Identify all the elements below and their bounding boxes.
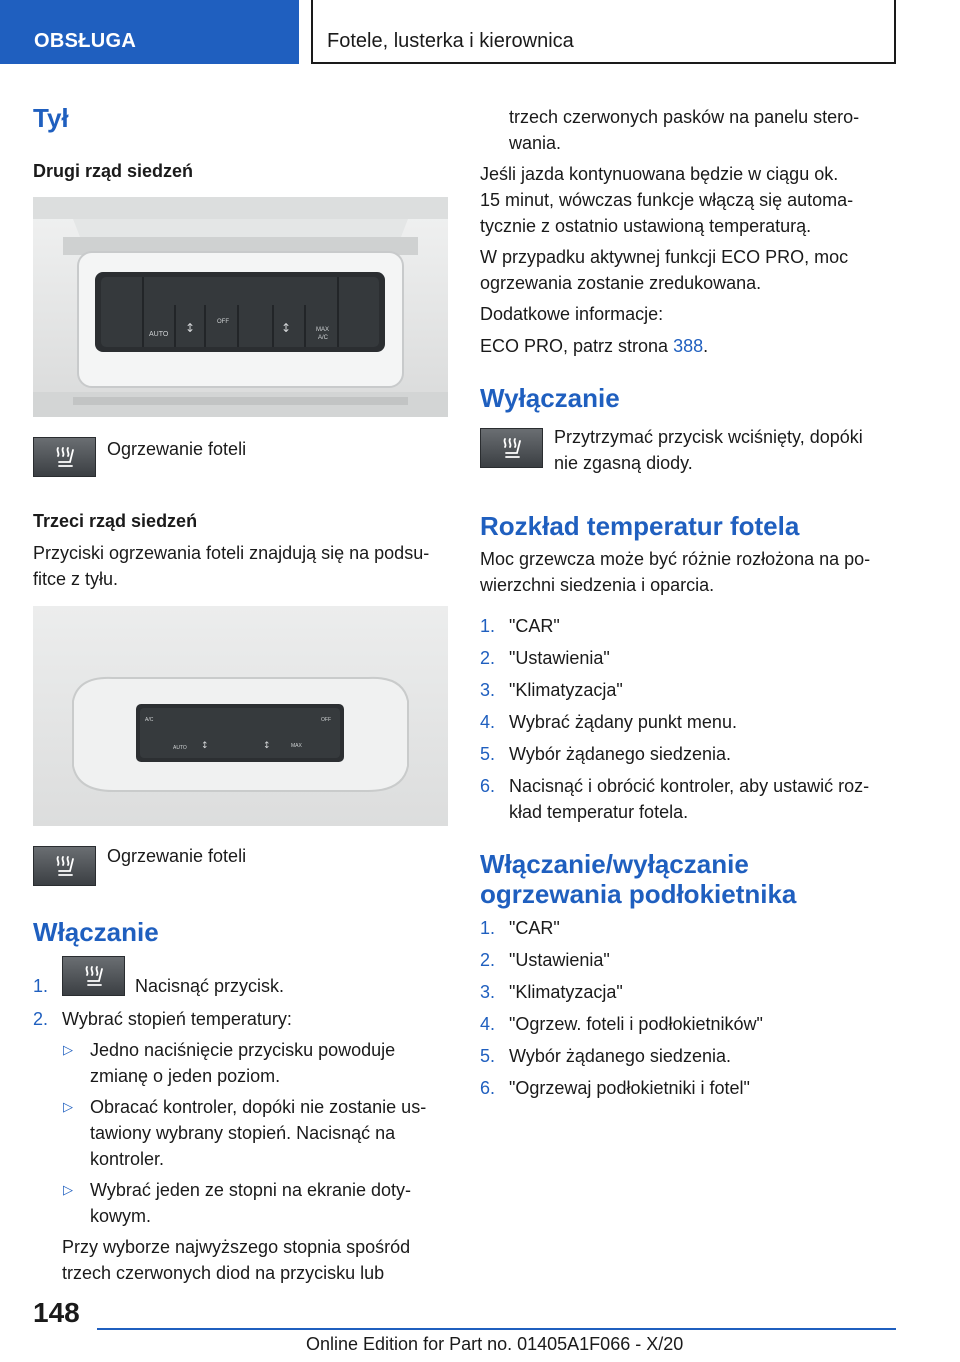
eco-pro-reference-prefix: ECO PRO, patrz strona bbox=[480, 336, 674, 356]
list1-item-4-number: 4. bbox=[480, 712, 496, 732]
list2-item-6-number: 6. bbox=[480, 1078, 496, 1098]
seat-heating-button-icon-3 bbox=[62, 956, 125, 996]
section-title-switch-off: Wyłączanie bbox=[480, 383, 620, 413]
third-row-panel-illustration bbox=[33, 606, 448, 826]
step-2-text: Wybrać stopień temperatury: bbox=[62, 1009, 292, 1029]
photo-third-row-panel bbox=[33, 606, 448, 826]
caption-seat-heating-2: Ogrzewanie foteli bbox=[107, 846, 247, 866]
bullet-2-line-2: tawiony wybrany stopień. Nacisnąć na bbox=[90, 1123, 396, 1143]
bullet-2-line-1: Obracać kontroler, dopóki nie zostanie us- bbox=[90, 1097, 427, 1117]
step-1-number: 1. bbox=[33, 976, 49, 996]
list1-item-1-number: 1. bbox=[480, 616, 496, 636]
triangle-right-icon: ▷ bbox=[63, 1182, 73, 1197]
bullet-2-line-3: kontroler. bbox=[90, 1149, 165, 1169]
page-388-link[interactable]: 388 bbox=[673, 336, 704, 356]
footer-edition: Online Edition for Part no. 01405A1F066 - X/20 bbox=[306, 1334, 684, 1354]
switch-off-line-2: nie zgasną diody. bbox=[554, 453, 693, 473]
header-chapter-box bbox=[311, 0, 896, 64]
list2-item-3-text: "Klimatyzacja" bbox=[509, 982, 623, 1002]
resume-text-line-2: 15 minut, wówczas funkcje włączą się automa- bbox=[480, 190, 854, 210]
caption-seat-heating-1: Ogrzewanie foteli bbox=[107, 439, 247, 459]
list2-item-4-text: "Ogrzew. foteli i podłokietników" bbox=[509, 1014, 763, 1034]
distribution-text-line-2: wierzchni siedzenia i oparcia. bbox=[480, 575, 715, 595]
seat-heating-icon bbox=[497, 435, 527, 461]
list1-item-3-text: "Klimatyzacja" bbox=[509, 680, 623, 700]
additional-info-label: Dodatkowe informacje: bbox=[480, 304, 664, 324]
list2-item-1-number: 1. bbox=[480, 918, 496, 938]
list1-item-1-text: "CAR" bbox=[509, 616, 560, 636]
header-section-label: OBSŁUGA bbox=[34, 30, 137, 52]
step-2-number: 2. bbox=[33, 1009, 49, 1029]
section-title-armrest-line-1: Włączanie/wyłączanie bbox=[480, 849, 749, 879]
triangle-right-icon: ▷ bbox=[63, 1042, 73, 1057]
list2-item-4-number: 4. bbox=[480, 1014, 496, 1034]
list1-item-2-text: "Ustawienia" bbox=[509, 648, 610, 668]
svg-text:↕: ↕ bbox=[263, 741, 271, 751]
list2-item-1-text: "CAR" bbox=[509, 918, 560, 938]
list1-item-6-text-cont: kład temperatur fotela. bbox=[509, 802, 689, 822]
panel2-ac-label: A/C bbox=[145, 717, 154, 723]
subheading-third-row: Trzeci rząd siedzeń bbox=[33, 511, 198, 531]
panel2-auto-label: AUTO bbox=[173, 745, 187, 751]
list1-item-3-number: 3. bbox=[480, 680, 496, 700]
continued-line-1: trzech czerwonych pasków na panelu stero- bbox=[509, 107, 860, 127]
eco-pro-reference-suffix: . bbox=[703, 336, 709, 356]
section-title-temperature-distribution: Rozkład temperatur fotela bbox=[480, 511, 800, 541]
seat-heating-icon bbox=[50, 853, 80, 879]
panel1-auto-label: AUTO bbox=[149, 331, 169, 338]
eco-pro-reference bbox=[480, 333, 708, 359]
list2-item-6-text: "Ogrzewaj podłokietniki i fotel" bbox=[509, 1078, 750, 1098]
distribution-text-line-1: Moc grzewcza może być różnie rozłożona na po- bbox=[480, 549, 871, 569]
svg-text:↕: ↕ bbox=[185, 321, 196, 335]
photo-second-row-panel bbox=[33, 197, 448, 417]
header-chapter-label: Fotele, lusterka i kierownica bbox=[327, 30, 574, 52]
panel1-max-label: MAX bbox=[316, 327, 330, 333]
seat-heating-icon bbox=[50, 444, 80, 470]
panel2-off-label: OFF bbox=[321, 717, 331, 723]
svg-text:↕: ↕ bbox=[201, 741, 209, 751]
list2-item-2-text: "Ustawienia" bbox=[509, 950, 610, 970]
step-1-text: Nacisnąć przycisk. bbox=[135, 976, 285, 996]
list1-item-5-text: Wybór żądanego siedzenia. bbox=[509, 744, 731, 764]
eco-pro-text-line-1: W przypadku aktywnej funkcji ECO PRO, moc bbox=[480, 247, 849, 267]
bullet-1-line-2: zmianę o jeden poziom. bbox=[90, 1066, 281, 1086]
list2-item-2-number: 2. bbox=[480, 950, 496, 970]
eco-pro-text-line-2: ogrzewania zostanie zredukowana. bbox=[480, 273, 762, 293]
bullet-3-line-2: kowym. bbox=[90, 1206, 152, 1226]
seat-heating-icon bbox=[79, 963, 109, 989]
triangle-right-icon: ▷ bbox=[63, 1099, 73, 1114]
list1-item-6-text: Nacisnąć i obrócić kontroler, aby ustawić roz- bbox=[509, 776, 870, 796]
footer-divider bbox=[97, 1328, 896, 1330]
max-level-line-2: trzech czerwonych diod na przycisku lub bbox=[62, 1263, 385, 1283]
list1-item-4-text: Wybrać żądany punkt menu. bbox=[509, 712, 737, 732]
section-title-rear: Tył bbox=[33, 103, 69, 133]
panel1-ac-label: A/C bbox=[318, 335, 329, 341]
subheading-second-row: Drugi rząd siedzeń bbox=[33, 161, 194, 181]
third-row-text-line-2: fitce z tyłu. bbox=[33, 569, 119, 589]
seat-heating-button-icon-4 bbox=[480, 428, 543, 468]
section-title-switch-on: Włączanie bbox=[33, 917, 159, 947]
max-level-line-1: Przy wyborze najwyższego stopnia spośród bbox=[62, 1237, 411, 1257]
list1-item-2-number: 2. bbox=[480, 648, 496, 668]
seat-heating-button-icon bbox=[33, 437, 96, 477]
page-number: 148 bbox=[33, 1297, 80, 1328]
bullet-3-line-1: Wybrać jeden ze stopni na ekranie doty- bbox=[90, 1180, 412, 1200]
second-row-panel-illustration bbox=[33, 197, 448, 417]
third-row-text-line-1: Przyciski ogrzewania foteli znajdują się na podsu- bbox=[33, 543, 430, 563]
seat-heating-button-icon-2 bbox=[33, 846, 96, 886]
resume-text-line-1: Jeśli jazda kontynuowana będzie w ciągu ok. bbox=[480, 164, 839, 184]
section-title-armrest-line-2: ogrzewania podłokietnika bbox=[480, 879, 797, 909]
list2-item-3-number: 3. bbox=[480, 982, 496, 1002]
panel1-off-label: OFF bbox=[217, 319, 229, 325]
panel2-max-label: MAX bbox=[291, 743, 302, 749]
continued-line-2: wania. bbox=[509, 133, 562, 153]
switch-off-line-1: Przytrzymać przycisk wciśnięty, dopóki bbox=[554, 427, 863, 447]
list1-item-5-number: 5. bbox=[480, 744, 496, 764]
svg-text:↕: ↕ bbox=[281, 321, 292, 335]
bullet-1-line-1: Jedno naciśnięcie przycisku powoduje bbox=[90, 1040, 396, 1060]
list2-item-5-number: 5. bbox=[480, 1046, 496, 1066]
list2-item-5-text: Wybór żądanego siedzenia. bbox=[509, 1046, 731, 1066]
list1-item-6-number: 6. bbox=[480, 776, 496, 796]
resume-text-line-3: tycznie z ostatnio ustawioną temperaturą. bbox=[480, 216, 812, 236]
header-section-tab bbox=[0, 0, 299, 64]
